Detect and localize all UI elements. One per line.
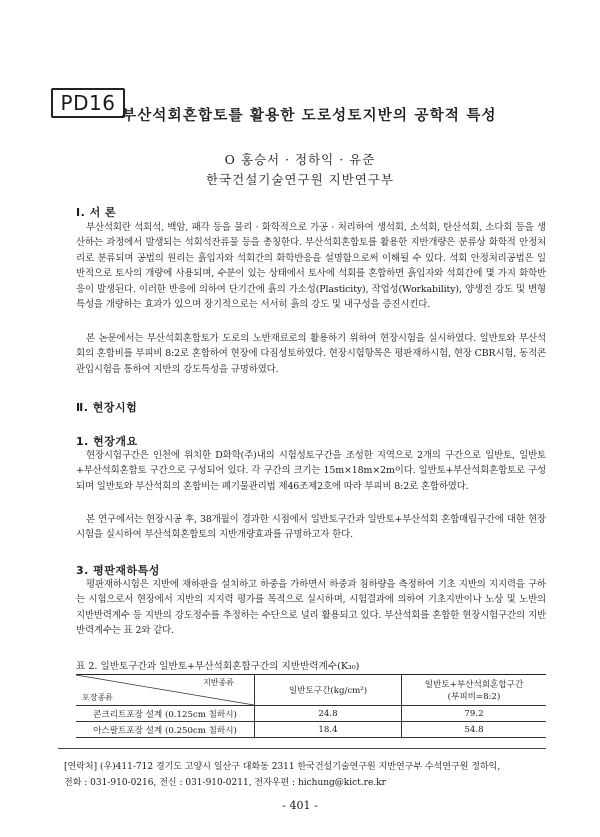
intro-paragraph-1: 부산석회란 석회석, 백암, 패각 등을 물리 · 화학적으로 가공 · 처리하여 생석회, 소석회, 탄산석회, 소다회 등을 생산하는 과정에서 발생되는 석회석잔류물 등을 총칭한다. 부산석회혼합토를 활용한 지반개량은 분류상 화학적 안정처리로 분류되며 공법의 원리는 흙입자와 석회간의 화학반응을 설명함으로써 이해될 수 있다. 석회 안정처리공법은 일반적으로 토사의 개량에 사용되며, 수분이 있는 상태에서 토사에 석회를 혼합하면 흙입자와 석회간에 몇 가지 화학반응이 발생된다. 이러한 반응에 의하여 단기간에 흙의 가소성(Plasticity), 작업성(Workability), 양생전 강도 및 변형특성을 개량하는 효과가 있으며 장기적으로는 서서히 흙의 강도 및 내구성을 증진시킨다. [76, 222, 546, 311]
authors: O 홍승서 · 정하익 · 유준 [224, 152, 376, 167]
footer-divider [58, 748, 546, 749]
header-pavement-type: 포장종류 [82, 693, 113, 702]
header-ground-type: 지반종류 [203, 678, 234, 687]
footer-contact-line2: 전화 : 031-910-0216, 전신 : 031-910-0211, 전자우편 : hichung@kict.re.kr [64, 778, 386, 788]
subsection-heading-overview: 1. 현장개요 [76, 435, 138, 448]
section-heading-intro: Ⅰ. 서 론 [76, 206, 117, 219]
row-value-mixed: 54.8 [402, 722, 547, 738]
table-caption: 표 2. 일반토구간과 일반토+부산석회혼합구간의 지반반력계수(K₃₀) [76, 661, 360, 672]
paper-title: 부산석회혼합토를 활용한 도로성토지반의 공학적 특성 [122, 108, 497, 124]
table-row [76, 722, 546, 738]
page-number: - 401 - [282, 799, 318, 812]
header-mixed-soil [402, 675, 547, 706]
intro-paragraph-2: 본 논문에서는 부산석회혼합토가 도로의 노반재료로의 활용하기 위하여 현장시험을 실시하였다. 일반토와 부산석회의 혼합비를 부피비 8:2로 혼합하여 현장에 다짐성토하였다. 현장시험항목은 평판재하시험, 현장 CBR시험, 동적콘관입시험을 통하여 지반의 강도특성을 규명하였다. [76, 333, 547, 375]
subsection-heading-plate-load: 3. 평판재하특성 [76, 564, 160, 577]
table-row [76, 706, 546, 722]
row-label: 콘크리트포장 설계 (0.125cm 침하시) [76, 706, 255, 722]
row-value-mixed: 79.2 [402, 706, 547, 722]
row-value-general: 18.4 [255, 722, 402, 738]
header-mixed-soil-line2: (부피비=8:2) [447, 692, 501, 702]
affiliation: 한국건설기술연구원 지반연구부 [205, 172, 395, 187]
overview-paragraph-2: 본 연구에서는 현장시공 후, 38개월이 경과한 시점에서 일반토구간과 일반토+부산석회 혼합매립구간에 대한 현장시험을 실시하여 부산석회혼합토의 지반개량효과를 규명하고자 한다. [76, 514, 546, 541]
table-header-diagonal-cell [76, 675, 255, 706]
plate-load-paragraph: 평판재하시험은 지반에 재하판을 설치하고 하중을 가하면서 하중과 침하량을 측정하여 기초 지반의 지지력을 구하는 시험으로서 현장에서 지반의 지지력 평가를 목적으로 실시하며, 시험결과에 의하여 기초지반이나 노상 및 노반의 지반반력계수 등 지반의 강도정수를 추정하는 수단으로 널리 활용되고 있다. 부산석회를 혼합한 현장시험구간의 지반반력계수는 표 2와 같다. [76, 579, 546, 637]
paper-code-box: PD16 [51, 88, 125, 118]
header-general-soil: 일반토구간(kg/cm²) [255, 675, 402, 706]
row-value-general: 24.8 [255, 706, 402, 722]
footer-contact-line1: [연락처] (우)411-712 경기도 고양시 일산구 대화동 2311 한국건설기술연구원 지반연구부 수석연구원 정하익, [64, 762, 501, 772]
row-label: 아스팔트포장 설계 (0.250cm 침하시) [76, 722, 255, 738]
overview-paragraph-1: 현장시험구간은 인천에 위치한 D화학(주)내의 시험성토구간을 조성한 지역으로 2개의 구간으로 일반토, 일반토+부산석회혼합토 구간으로 구성되어 있다. 각 구간의 크기는 15m×18m×2m이다. 일반토+부산석회혼합토로 구성되며 일반토와 부산석회의 혼합비는 폐기물관리법 제46조제2호에 따라 부피비 8:2로 혼합하였다. [76, 450, 546, 492]
header-mixed-soil-line1: 일반토+부산석회혼합구간 [424, 680, 524, 690]
subgrade-reaction-table [76, 674, 546, 738]
section-heading-field-test: Ⅱ. 현장시험 [76, 401, 138, 414]
